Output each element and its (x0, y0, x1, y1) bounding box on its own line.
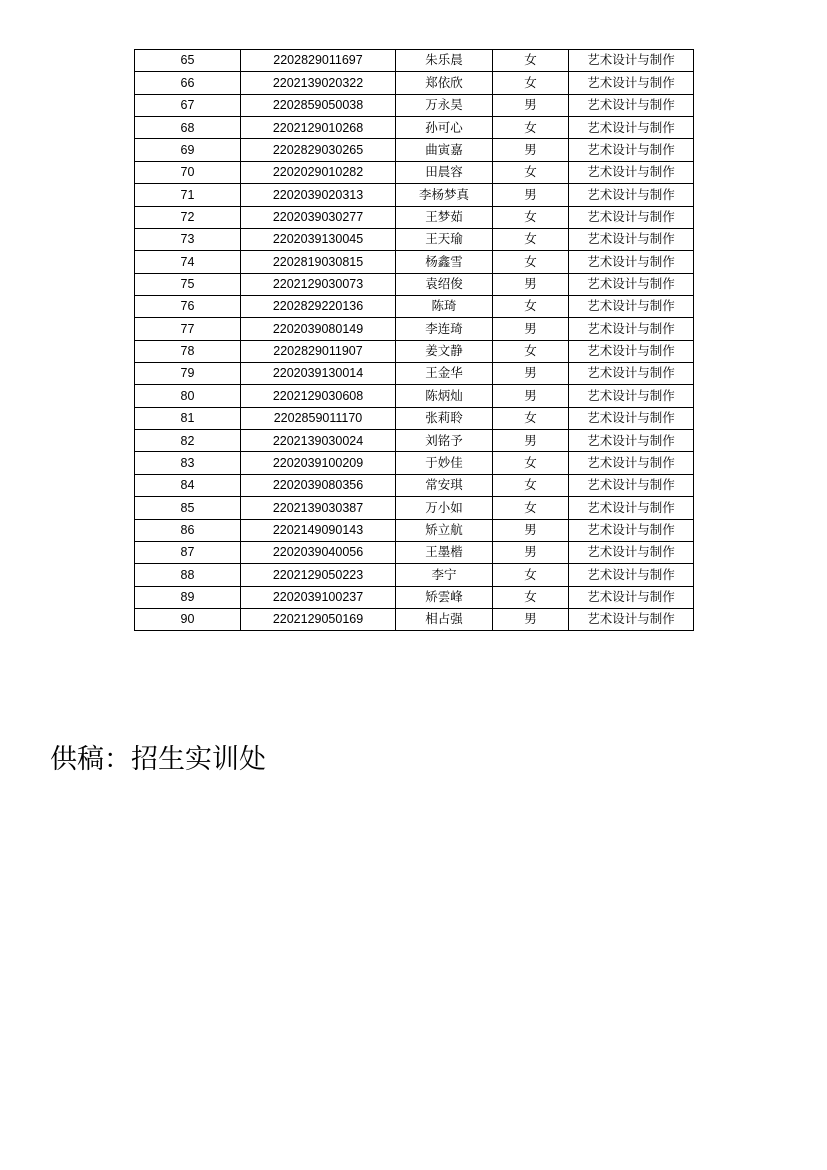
table-row (135, 228, 694, 250)
cell-gender: 男 (493, 541, 569, 563)
cell-serial-number: 73 (135, 228, 241, 250)
cell-student-name: 相占强 (396, 608, 493, 630)
cell-major: 艺术设计与制作 (569, 608, 694, 630)
cell-student-name: 万永昊 (396, 94, 493, 116)
table-row (135, 385, 694, 407)
cell-gender: 女 (493, 564, 569, 586)
cell-gender: 男 (493, 318, 569, 340)
cell-student-name: 于妙佳 (396, 452, 493, 474)
cell-student-name: 万小如 (396, 497, 493, 519)
cell-student-name: 李宁 (396, 564, 493, 586)
cell-gender: 女 (493, 340, 569, 362)
cell-major: 艺术设计与制作 (569, 519, 694, 541)
cell-serial-number: 77 (135, 318, 241, 340)
cell-gender: 男 (493, 519, 569, 541)
cell-student-id: 2202139030024 (241, 430, 396, 452)
cell-student-id: 2202039130014 (241, 363, 396, 385)
cell-major: 艺术设计与制作 (569, 430, 694, 452)
cell-student-id: 2202129030073 (241, 273, 396, 295)
contributor-credit: 供稿：招生实训处 (50, 744, 266, 775)
table-row (135, 340, 694, 362)
cell-student-id: 2202829030265 (241, 139, 396, 161)
cell-student-name: 孙可心 (396, 117, 493, 139)
cell-major: 艺术设计与制作 (569, 228, 694, 250)
cell-major: 艺术设计与制作 (569, 564, 694, 586)
table-row (135, 407, 694, 429)
cell-major: 艺术设计与制作 (569, 206, 694, 228)
cell-serial-number: 80 (135, 385, 241, 407)
cell-student-id: 2202139020322 (241, 72, 396, 94)
cell-gender: 女 (493, 251, 569, 273)
cell-gender: 女 (493, 161, 569, 183)
cell-student-name: 刘铭予 (396, 430, 493, 452)
cell-serial-number: 68 (135, 117, 241, 139)
cell-major: 艺术设计与制作 (569, 497, 694, 519)
cell-serial-number: 85 (135, 497, 241, 519)
cell-gender: 男 (493, 385, 569, 407)
cell-gender: 男 (493, 139, 569, 161)
cell-student-name: 王金华 (396, 363, 493, 385)
cell-major: 艺术设计与制作 (569, 295, 694, 317)
cell-major: 艺术设计与制作 (569, 363, 694, 385)
table-row (135, 295, 694, 317)
table-row (135, 608, 694, 630)
cell-student-id: 2202129030608 (241, 385, 396, 407)
cell-gender: 女 (493, 586, 569, 608)
cell-gender: 女 (493, 206, 569, 228)
roster-table-body (135, 50, 694, 631)
cell-serial-number: 90 (135, 608, 241, 630)
cell-student-name: 张莉聆 (396, 407, 493, 429)
table-row (135, 273, 694, 295)
table-row (135, 474, 694, 496)
table-row (135, 430, 694, 452)
cell-serial-number: 76 (135, 295, 241, 317)
cell-student-id: 2202039100237 (241, 586, 396, 608)
cell-gender: 男 (493, 608, 569, 630)
cell-gender: 女 (493, 228, 569, 250)
cell-serial-number: 70 (135, 161, 241, 183)
table-row (135, 586, 694, 608)
cell-student-name: 矫雲峰 (396, 586, 493, 608)
cell-serial-number: 72 (135, 206, 241, 228)
cell-major: 艺术设计与制作 (569, 318, 694, 340)
cell-serial-number: 74 (135, 251, 241, 273)
cell-serial-number: 66 (135, 72, 241, 94)
cell-serial-number: 67 (135, 94, 241, 116)
cell-student-name: 矫立航 (396, 519, 493, 541)
table-row (135, 363, 694, 385)
cell-major: 艺术设计与制作 (569, 161, 694, 183)
cell-gender: 男 (493, 94, 569, 116)
table-row (135, 251, 694, 273)
table-row (135, 519, 694, 541)
cell-student-id: 2202029010282 (241, 161, 396, 183)
cell-major: 艺术设计与制作 (569, 586, 694, 608)
cell-major: 艺术设计与制作 (569, 94, 694, 116)
table-row (135, 564, 694, 586)
cell-serial-number: 84 (135, 474, 241, 496)
cell-student-name: 陈炳灿 (396, 385, 493, 407)
cell-student-id: 2202149090143 (241, 519, 396, 541)
cell-gender: 女 (493, 72, 569, 94)
cell-student-name: 姜文静 (396, 340, 493, 362)
cell-major: 艺术设计与制作 (569, 273, 694, 295)
cell-student-name: 杨鑫雪 (396, 251, 493, 273)
cell-serial-number: 78 (135, 340, 241, 362)
cell-student-id: 2202129050223 (241, 564, 396, 586)
cell-serial-number: 65 (135, 50, 241, 72)
cell-student-name: 王墨楷 (396, 541, 493, 563)
cell-student-id: 2202039080356 (241, 474, 396, 496)
cell-gender: 女 (493, 50, 569, 72)
table-row (135, 497, 694, 519)
cell-serial-number: 81 (135, 407, 241, 429)
cell-serial-number: 79 (135, 363, 241, 385)
cell-gender: 女 (493, 295, 569, 317)
cell-gender: 女 (493, 407, 569, 429)
cell-student-name: 李杨梦真 (396, 184, 493, 206)
cell-student-name: 曲寅嘉 (396, 139, 493, 161)
table-row (135, 184, 694, 206)
cell-gender: 女 (493, 497, 569, 519)
cell-gender: 男 (493, 184, 569, 206)
cell-major: 艺术设计与制作 (569, 340, 694, 362)
student-roster-table (134, 49, 694, 631)
cell-serial-number: 89 (135, 586, 241, 608)
cell-major: 艺术设计与制作 (569, 50, 694, 72)
cell-student-name: 田晨容 (396, 161, 493, 183)
table-row (135, 139, 694, 161)
cell-serial-number: 88 (135, 564, 241, 586)
cell-student-name: 朱乐晨 (396, 50, 493, 72)
cell-gender: 男 (493, 430, 569, 452)
cell-gender: 男 (493, 273, 569, 295)
cell-student-id: 2202819030815 (241, 251, 396, 273)
cell-student-id: 2202829011907 (241, 340, 396, 362)
cell-student-id: 2202039130045 (241, 228, 396, 250)
cell-major: 艺术设计与制作 (569, 407, 694, 429)
cell-major: 艺术设计与制作 (569, 139, 694, 161)
cell-student-id: 2202859011170 (241, 407, 396, 429)
cell-serial-number: 75 (135, 273, 241, 295)
cell-student-id: 2202039020313 (241, 184, 396, 206)
cell-major: 艺术设计与制作 (569, 184, 694, 206)
table-row (135, 318, 694, 340)
cell-student-id: 2202859050038 (241, 94, 396, 116)
cell-student-name: 郑依欣 (396, 72, 493, 94)
cell-student-id: 2202039100209 (241, 452, 396, 474)
cell-student-id: 2202039030277 (241, 206, 396, 228)
cell-student-id: 2202129010268 (241, 117, 396, 139)
table-row (135, 117, 694, 139)
cell-gender: 女 (493, 452, 569, 474)
cell-student-name: 常安琪 (396, 474, 493, 496)
table-row (135, 541, 694, 563)
cell-student-name: 王天瑜 (396, 228, 493, 250)
table-row (135, 452, 694, 474)
cell-major: 艺术设计与制作 (569, 385, 694, 407)
cell-major: 艺术设计与制作 (569, 541, 694, 563)
cell-student-name: 李连琦 (396, 318, 493, 340)
cell-serial-number: 82 (135, 430, 241, 452)
cell-student-id: 2202039080149 (241, 318, 396, 340)
cell-student-name: 陈琦 (396, 295, 493, 317)
cell-major: 艺术设计与制作 (569, 251, 694, 273)
table-row (135, 161, 694, 183)
table-row (135, 72, 694, 94)
cell-serial-number: 69 (135, 139, 241, 161)
table-row (135, 94, 694, 116)
cell-student-name: 袁绍俊 (396, 273, 493, 295)
table-row (135, 206, 694, 228)
cell-student-id: 2202129050169 (241, 608, 396, 630)
cell-major: 艺术设计与制作 (569, 452, 694, 474)
cell-gender: 女 (493, 474, 569, 496)
cell-gender: 男 (493, 363, 569, 385)
cell-student-id: 2202829011697 (241, 50, 396, 72)
cell-major: 艺术设计与制作 (569, 72, 694, 94)
cell-student-name: 王梦茹 (396, 206, 493, 228)
cell-serial-number: 71 (135, 184, 241, 206)
cell-serial-number: 87 (135, 541, 241, 563)
cell-major: 艺术设计与制作 (569, 474, 694, 496)
table-row (135, 50, 694, 72)
cell-gender: 女 (493, 117, 569, 139)
cell-serial-number: 86 (135, 519, 241, 541)
cell-student-id: 2202829220136 (241, 295, 396, 317)
cell-student-id: 2202139030387 (241, 497, 396, 519)
cell-student-id: 2202039040056 (241, 541, 396, 563)
cell-major: 艺术设计与制作 (569, 117, 694, 139)
cell-serial-number: 83 (135, 452, 241, 474)
